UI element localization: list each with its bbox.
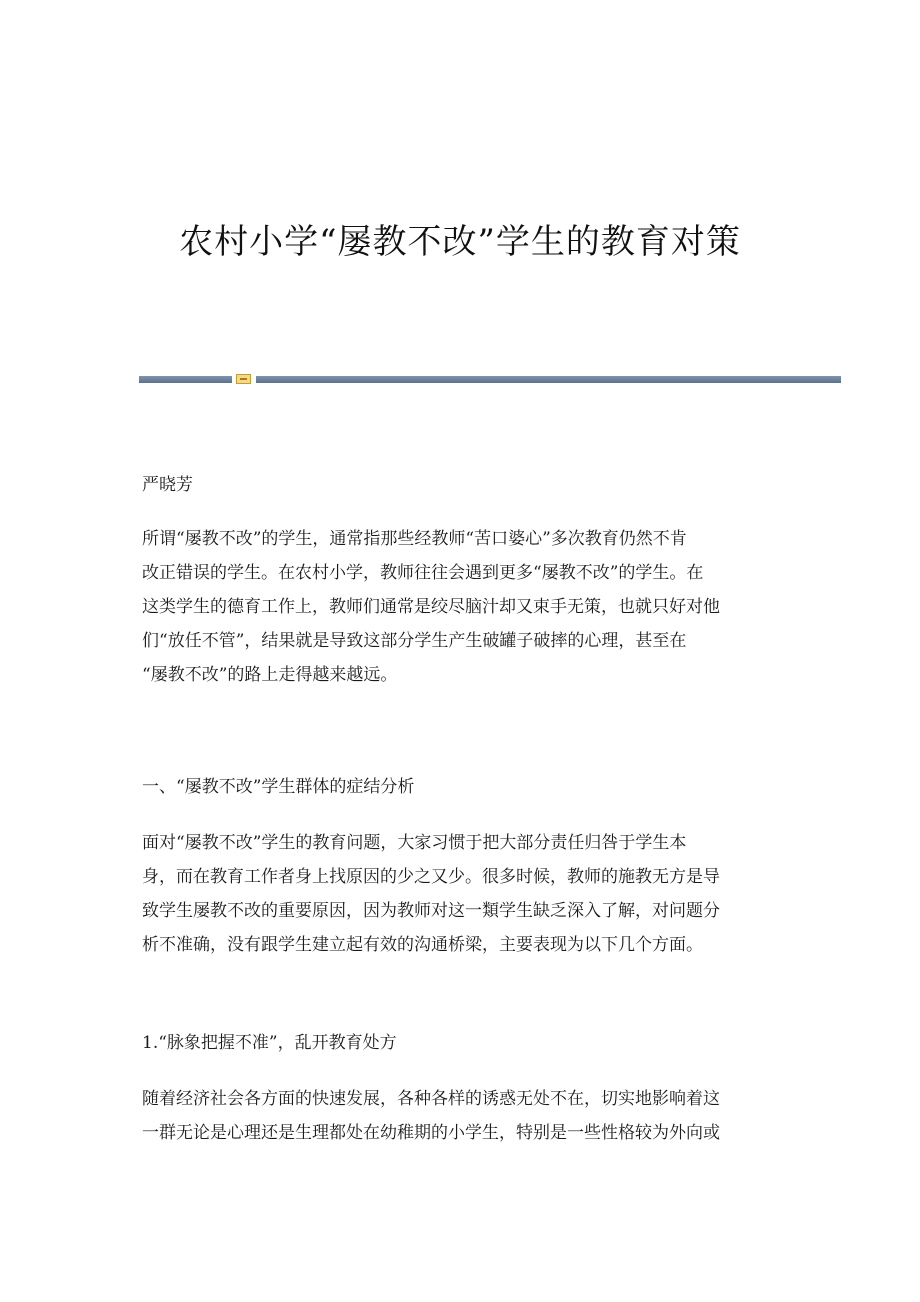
document-title: 农村小学“屡教不改”学生的教育对策: [179, 222, 741, 262]
paragraph-line: 致学生屡教不改的重要原因，因为教师对这一類学生缺乏深入了解，对问题分: [142, 901, 720, 921]
title-divider: [139, 374, 841, 384]
author-name: 严晓芳: [142, 475, 193, 495]
paragraph-line: 析不准确，没有跟学生建立起有效的沟通桥梁，主要表现为以下几个方面。: [142, 935, 703, 955]
paragraph-line: 一群无论是心理还是生理都处在幼稚期的小学生，特别是一些性格较为外向或: [142, 1123, 720, 1143]
section-heading-1: [142, 770, 782, 804]
paragraph-line: “屡教不改”的路上走得越来越远。: [142, 665, 398, 685]
paragraph-line: 所谓“屡教不改”的学生，通常指那些经教师“苦口婆心”多次教育仍然不肯: [142, 529, 687, 549]
paragraph-line: 改正错误的学生。在农村小学，教师往往会遇到更多“屡教不改”的学生。在: [142, 563, 704, 583]
paragraph-analysis: [142, 826, 782, 962]
paragraph-line: 们“放任不管”，结果就是导致这部分学生产生破罐子破摔的心理，甚至在: [142, 631, 687, 651]
divider-bar-left: [139, 376, 232, 383]
paragraph-line: 面对“屡教不改”学生的教育问题，大家习惯于把大部分责任归咎于学生本: [142, 833, 687, 853]
subsection-heading-text: 1.“脉象把握不准”，乱开教育处方: [142, 1033, 397, 1053]
subsection-heading-1: [142, 1026, 782, 1060]
paragraph-line: 随着经济社会各方面的快速发展，各种各样的诱惑无处不在，切实地影响着这: [142, 1089, 720, 1109]
divider-bar-right: [256, 376, 841, 383]
section-heading-text: 一、“屡教不改”学生群体的症结分析: [142, 777, 415, 797]
paragraph-line: 身，而在教育工作者身上找原因的少之又少。很多时候，教师的施教无方是导: [142, 867, 720, 887]
paragraph-detail: [142, 1082, 782, 1150]
divider-ornament-icon: [236, 374, 251, 384]
paragraph-line: 这类学生的德育工作上，教师们通常是绞尽脑汁却又束手无策，也就只好对他: [142, 597, 720, 617]
paragraph-intro: [142, 522, 782, 692]
